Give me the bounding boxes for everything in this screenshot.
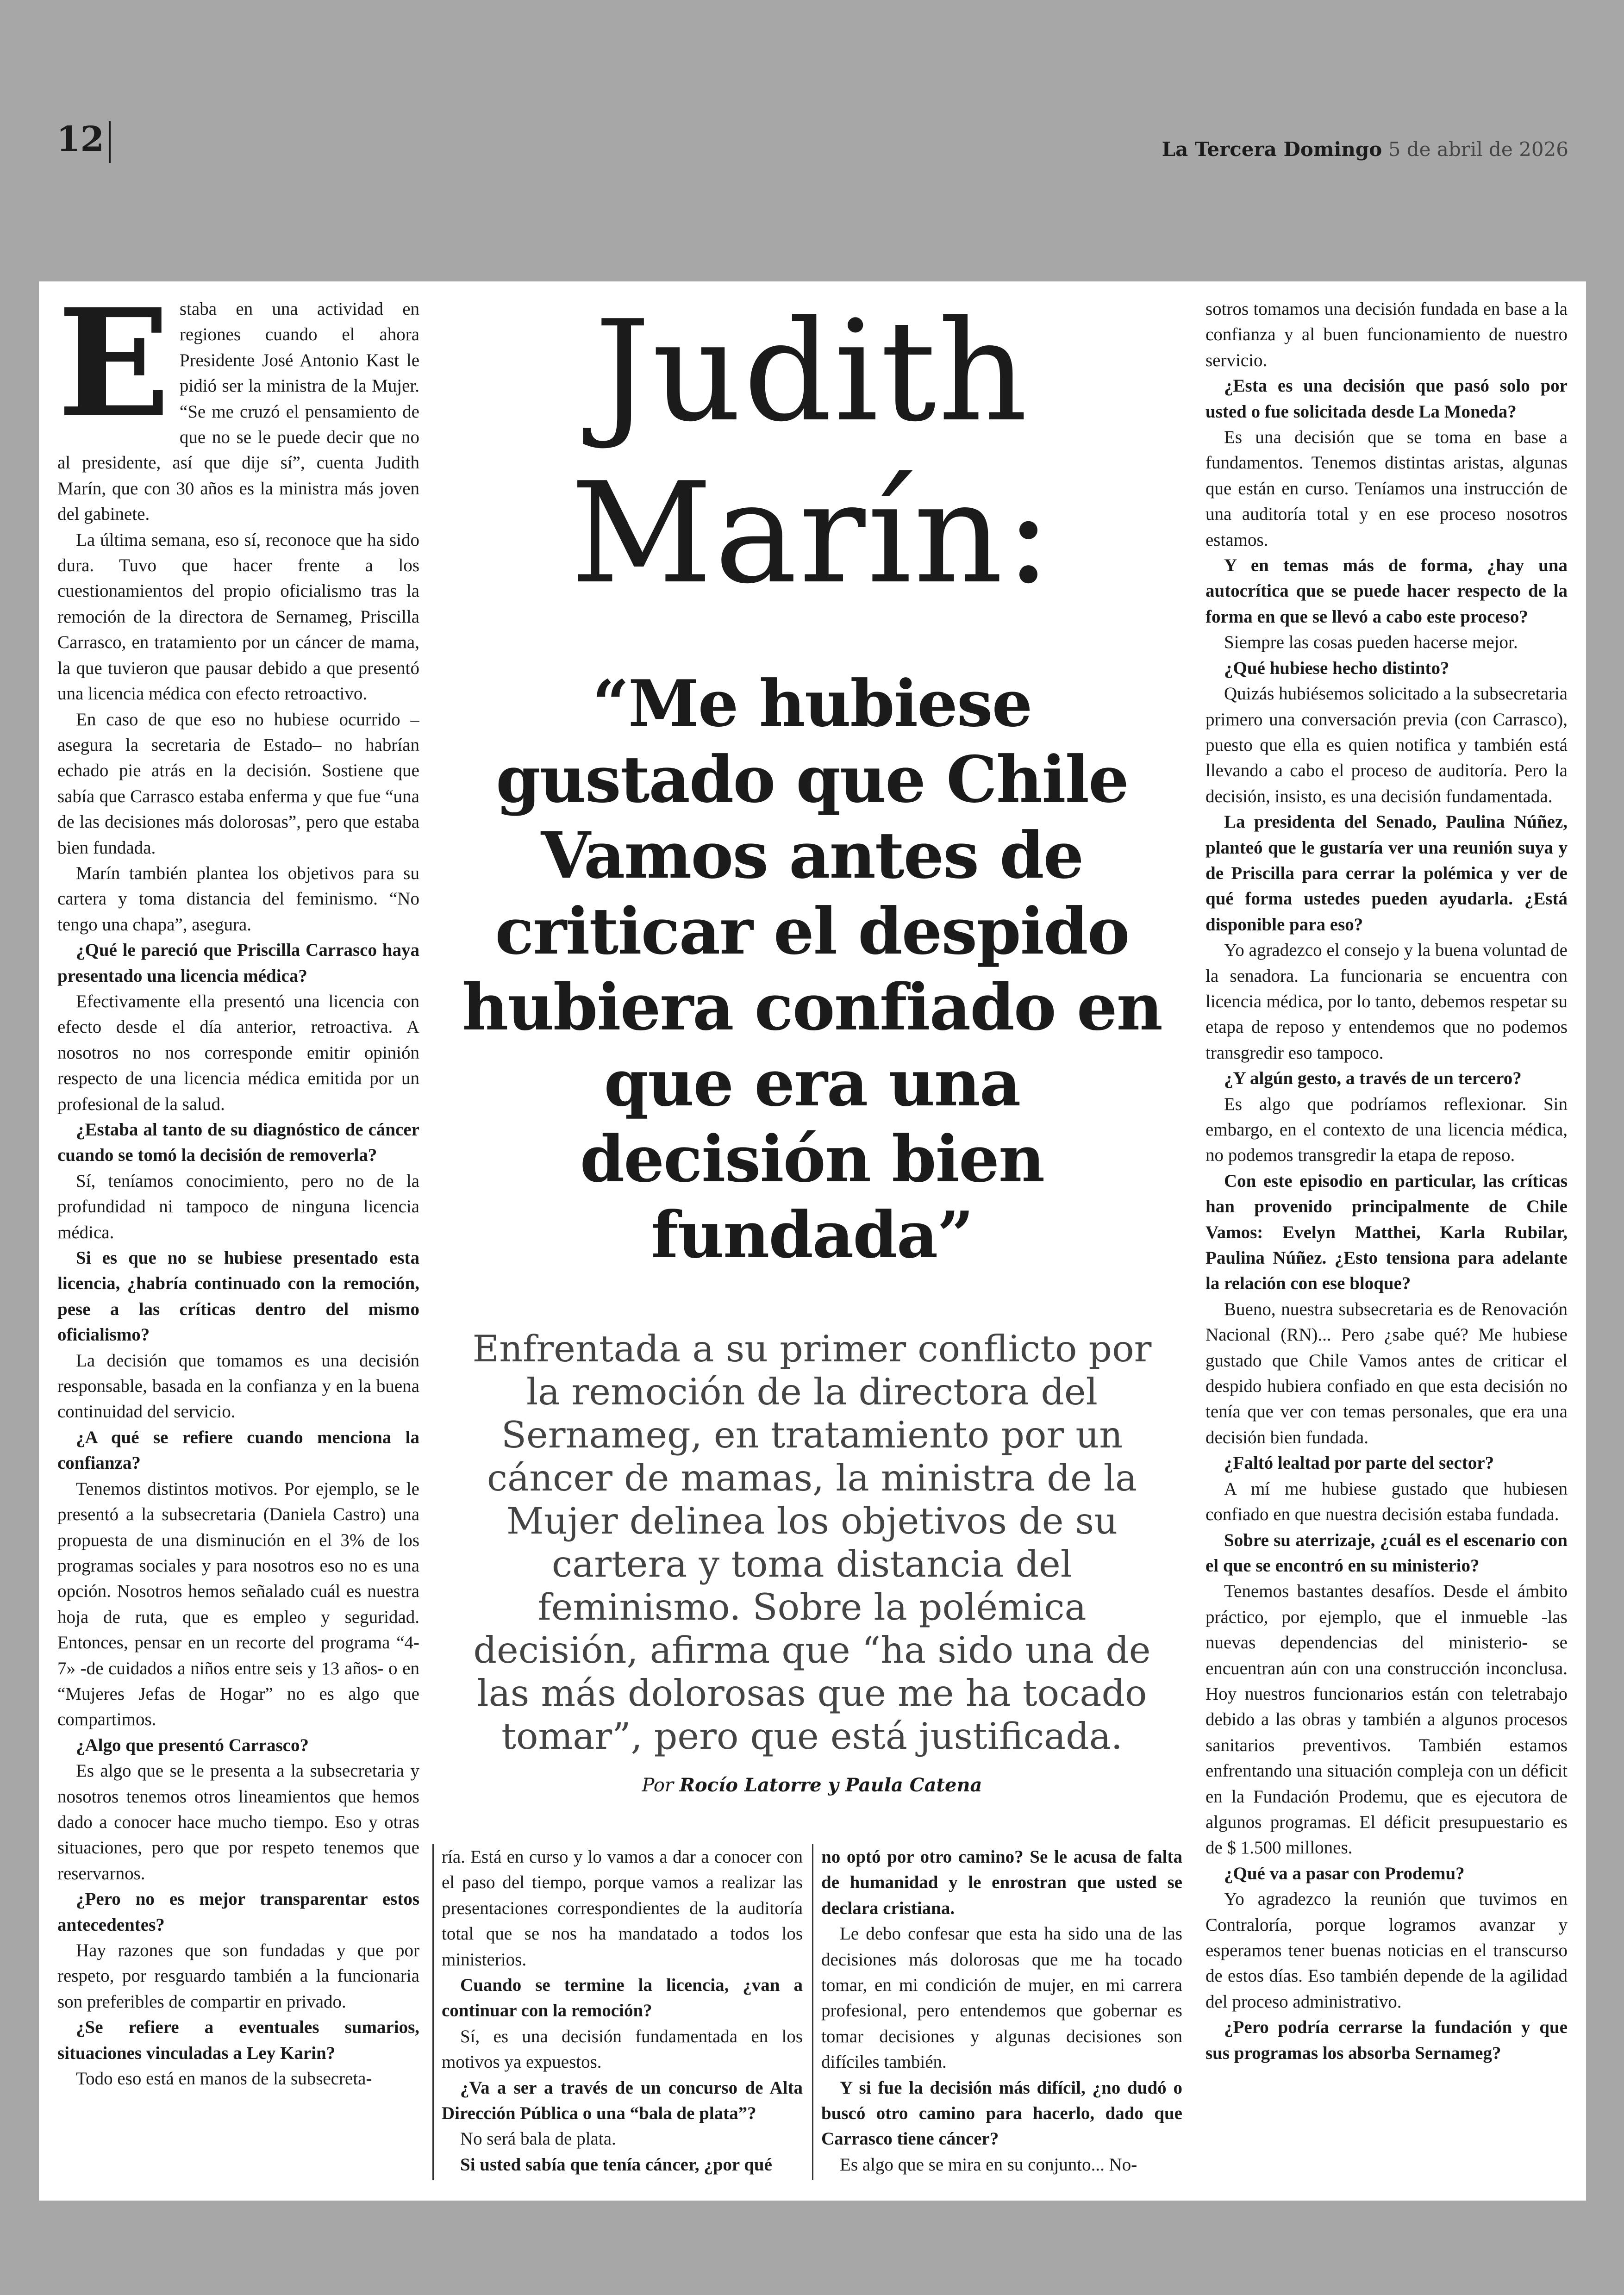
headline-line-1: Judith	[594, 291, 1030, 452]
column-rule	[812, 1844, 813, 2180]
article-paragraph: Tenemos distintos motivos. Por ejemplo, se le presentó a la subsecretaria (Daniela Castro) una propuesta de una disminución en el 3% de los programas sociales y para nosotros eso no es una opción. Nosotros hemos señalado cuál es nuestra hoja de ruta, que es empleo y seguridad. Entonces, pensar en un recorte del programa “4-7» -de cuidados a niños entre seis y 13 años- o en “Mujeres Jefas de Hogar” no es algo que compartimos.	[57, 1478, 419, 1730]
page-header	[0, 0, 1624, 282]
column-4-body	[1206, 296, 1568, 2066]
byline	[442, 1774, 1182, 1796]
column-rule	[432, 1844, 434, 2180]
interview-question: La presidenta del Senado, Paulina Núñez, planteó que le gustaría ver una reunión suya y de Priscilla para cerrar la polémica y ver de qué forma ustedes pueden ayudarla. ¿Está disponible para eso?	[1206, 812, 1568, 935]
article-column-4	[1206, 296, 1568, 2180]
article-deck: Enfrentada a su primer conflicto por la remoción de la directora del Sernameg, en tratamiento por un cáncer de mamas, la ministra de la Mujer delinea los objetivos de su cartera y toma distancia del feminismo. Sobre la polémica decisión, afirma que “ha sido una de las más dolorosas que me ha tocado tomar”, pero que está justificada.	[472, 1328, 1152, 1758]
article-paragraph: Es algo que se mira en su conjunto... No-	[840, 2154, 1137, 2175]
article-column-3	[821, 1844, 1182, 2180]
article-paragraph: Marín también plantea los objetivos para su cartera y toma distancia del feminismo. “No tengo una chapa”, asegura.	[57, 863, 419, 935]
article-paragraph: Es algo que podríamos reflexionar. Sin embargo, en el contexto de una licencia médica, no podemos transgredir la etapa de reposo.	[1206, 1094, 1568, 1166]
headline-line-2: Marín:	[570, 453, 1054, 614]
article-paragraph: Efectivamente ella presentó una licencia con efecto desde el día anterior, retroactiva. A nosotros no nos corresponde emitir opinión respecto de una licencia médica emitida por un profesional de la salud.	[57, 991, 419, 1114]
article-paragraph: Es una decisión que se toma en base a fundamentos. Tenemos distintas aristas, algunas que están en curso. Teníamos una instrucción de una auditoría total y en ese proceso nosotros estamos.	[1206, 427, 1568, 550]
interview-question: Y si fue la decisión más difícil, ¿no dudó o buscó otro camino para hacerlo, dado que Carrasco tiene cáncer?	[821, 2077, 1182, 2149]
headline	[442, 291, 1182, 615]
article-column-1	[57, 296, 419, 2180]
byline-prefix: Por	[642, 1775, 674, 1796]
article-paragraph: Sí, es una decisión fundamentada en los motivos ya expuestos.	[442, 2026, 803, 2072]
article-paragraph: Bueno, nuestra subsecretaria es de Renovación Nacional (RN)... Pero ¿sabe qué? Me hubiese gustado que Chile Vamos antes de criticar el despido hubiera confiado en que esta decisión no tenía que ver con temas personales, que era una decisión bien fundada.	[1206, 1299, 1568, 1447]
interview-question: ¿Va a ser a través de un concurso de Alta Dirección Pública o una “bala de plata”?	[442, 2077, 803, 2124]
article-paragraph: Siempre las cosas pueden hacerse mejor.	[1224, 632, 1518, 653]
article-paragraph: Todo eso está en manos de la subsecreta-	[76, 2069, 372, 2089]
page-number: 12	[56, 119, 104, 159]
article-paragraph: staba en una actividad en regiones cuando el ahora Presidente José Antonio Kast le pidió ser la ministra de la Mujer. “Se me cruzó el pensamiento de que no se le puede decir que no al presidente, así que dije sí”, cuenta Judith Marín, que con 30 años es la ministra más joven del gabinete.	[57, 299, 419, 524]
publication-date: 5 de abril de 2026	[1388, 138, 1568, 161]
article-paragraph: Sí, teníamos conocimiento, pero no de la profundidad ni tampoco de ninguna licencia médica.	[57, 1171, 419, 1242]
article-paragraph: Es algo que se le presenta a la subsecretaria y nosotros tenemos otros lineamientos que hemos dado a conocer hace mucho tiempo. Eso y otras situaciones, pero que por respeto tenemos que reservarnos.	[57, 1761, 419, 1883]
interview-question: ¿Se refiere a eventuales sumarios, situaciones vinculadas a Ley Karin?	[57, 2017, 419, 2063]
article-column-2	[442, 1844, 803, 2180]
interview-question: ¿Qué va a pasar con Prodemu?	[1224, 1863, 1465, 1883]
interview-question: ¿Faltó lealtad por parte del sector?	[1224, 1453, 1494, 1473]
interview-question: ¿Algo que presentó Carrasco?	[76, 1735, 309, 1755]
article-paragraph: No será bala de plata.	[460, 2129, 616, 2149]
article-sheet	[39, 281, 1586, 2201]
interview-question: Cuando se termine la licencia, ¿van a continuar con la remoción?	[442, 1975, 803, 2021]
drop-cap: E	[57, 296, 170, 450]
article-paragraph: Yo agradezco el consejo y la buena voluntad de la senadora. La funcionaria se encuentra con licencia médica, por lo tanto, debemos respetar su etapa de reposo y entendemos que no podemos transgredir eso tampoco.	[1206, 940, 1568, 1063]
column-3-body	[821, 1844, 1182, 2177]
interview-question: ¿Pero podría cerrarse la fundación y que sus programas los absorba Sernameg?	[1206, 2017, 1568, 2063]
interview-question: ¿Qué le pareció que Priscilla Carrasco haya presentado una licencia médica?	[57, 940, 419, 986]
interview-question: Sobre su aterrizaje, ¿cuál es el escenario con el que se encontró en su ministerio?	[1206, 1530, 1568, 1576]
interview-question: no optó por otro camino? Se le acusa de falta de humanidad y le enrostran que usted se declara cristiana.	[821, 1847, 1182, 1918]
column-2-body	[442, 1844, 803, 2177]
masthead	[1162, 138, 1568, 161]
article-paragraph: En caso de que eso no hubiese ocurrido –asegura la secretaria de Estado– no habrían echado pie atrás en la decisión. Sostiene que sabía que Carrasco estaba enferma y que fue “una de las decisiones más dolorosas”, pero que estaba bien fundada.	[57, 709, 419, 858]
interview-question: ¿A qué se refiere cuando menciona la confianza?	[57, 1427, 419, 1473]
pull-quote: “Me hubiese gustado que Chile Vamos antes de criticar el despido hubiera confiado en que era una decisión bien fundada”	[462, 666, 1162, 1272]
article-paragraph: ría. Está en curso y lo vamos a dar a conocer con el paso del tiempo, porque vamos a realizar las presentaciones correspondientes de la auditoría total que se nos ha mandatado a todos los ministerios.	[442, 1847, 803, 1970]
interview-question: Si usted sabía que tenía cáncer, ¿por qué	[460, 2154, 772, 2175]
interview-question: ¿Esta es una decisión que pasó solo por usted o fue solicitada desde La Moneda?	[1206, 376, 1568, 422]
interview-question: ¿Pero no es mejor transparentar estos antecedentes?	[57, 1889, 419, 1935]
article-paragraph: Le debo confesar que esta ha sido una de las decisiones más dolorosas que me ha tocado tomar, en mi condición de mujer, en mi carrera profesional, pero entendemos que gobernar es tomar decisiones y algunas decisiones son difíciles también.	[821, 1924, 1182, 2072]
publication-name: La Tercera Domingo	[1162, 138, 1382, 161]
article-paragraph: La decisión que tomamos es una decisión responsable, basada en la confianza y en la buena continuidad del servicio.	[57, 1350, 419, 1422]
byline-authors: Rocío Latorre y Paula Catena	[679, 1774, 982, 1796]
interview-question: ¿Y algún gesto, a través de un tercero?	[1224, 1068, 1522, 1089]
interview-question: Y en temas más de forma, ¿hay una autocrítica que se puede hacer respecto de la forma en que se llevó a cabo este proceso?	[1206, 555, 1568, 627]
interview-question: ¿Estaba al tanto de su diagnóstico de cáncer cuando se tomó la decisión de removerla?	[57, 1120, 419, 1166]
page-number-divider	[109, 121, 111, 163]
article-paragraph: A mí me hubiese gustado que hubiesen confiado en que nuestra decisión estaba fundada.	[1206, 1478, 1568, 1525]
interview-question: Si es que no se hubiese presentado esta licencia, ¿habría continuado con la remoción, pese a las críticas dentro del mismo oficialismo?	[57, 1248, 419, 1345]
article-paragraph: Tenemos bastantes desafíos. Desde el ámbito práctico, por ejemplo, que el inmueble -las nuevas dependencias del ministerio- se encuentran aún con una construcción inconclusa. Hoy nuestros funcionarios están con teletrabajo debido a las obras y también a algunos procesos sanitarios preventivos. También estamos enfrentando una situación compleja con un déficit en la Fundación Prodemu, que es ejecutora de algunos programas. El déficit presupuestario es de $ 1.500 millones.	[1206, 1581, 1568, 1858]
column-1-body	[57, 296, 419, 2091]
article-paragraph: Yo agradezco la reunión que tuvimos en Contraloría, porque logramos avanzar y esperamos tener buenas noticias en el transcurso de estos días. Eso también depende de la agilidad del proceso administrativo.	[1206, 1889, 1568, 2012]
article-paragraph: sotros tomamos una decisión fundada en base a la confianza y al buen funcionamiento de nuestro servicio.	[1206, 299, 1568, 370]
article-paragraph: Quizás hubiésemos solicitado a la subsecretaria primero una conversación previa (con Carrasco), puesto que ella es quien notifica y también está llevando a cabo el proceso de auditoría. Pero la decisión, insisto, es una decisión fundamentada.	[1206, 684, 1568, 806]
article-paragraph: Hay razones que son fundadas y que por respeto, por resguardo también a la funcionaria son preferibles de compartir en privado.	[57, 1940, 419, 2012]
interview-question: Con este episodio en particular, las críticas han provenido principalmente de Chile Vamos: Evelyn Matthei, Karla Rubilar, Paulina Núñez. ¿Esto tensiona para adelante la relación con ese bloque?	[1206, 1171, 1568, 1294]
interview-question: ¿Qué hubiese hecho distinto?	[1224, 658, 1449, 678]
article-paragraph: La última semana, eso sí, reconoce que ha sido dura. Tuvo que hacer frente a los cuestionamientos del propio oficialismo tras la remoción de la directora de Sernameg, Priscilla Carrasco, en tratamiento por un cáncer de mama, la que tuvieron que pausar debido a que presentó una licencia médica con efecto retroactivo.	[57, 530, 419, 704]
